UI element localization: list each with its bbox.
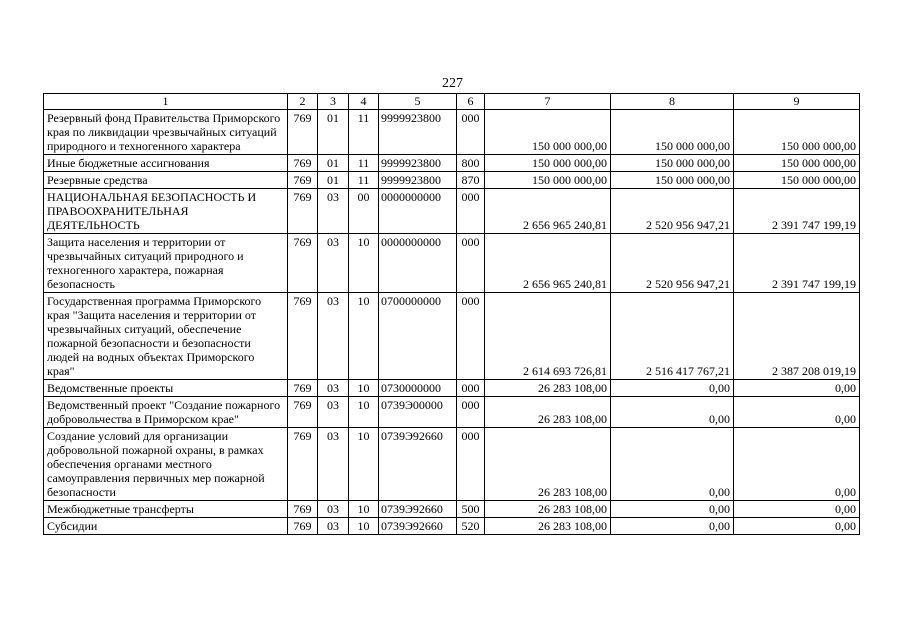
cell-amount-col9: 2 387 208 019,19 (734, 293, 860, 380)
cell-section: 03 (318, 518, 349, 535)
budget-table (43, 93, 860, 535)
cell-subsection: 10 (349, 234, 379, 293)
table-row (44, 380, 860, 397)
cell-name: Создание условий для организации добровольной пожарной охраны, в рамках обеспечения органами местного самоуправления первичных мер пожарной безопасности (44, 428, 288, 501)
table-row (44, 189, 860, 234)
cell-expense-type: 000 (457, 110, 485, 155)
cell-subsection: 00 (349, 189, 379, 234)
cell-amount-col7: 26 283 108,00 (485, 518, 611, 535)
cell-ved: 769 (288, 428, 318, 501)
cell-name: Защита населения и территории от чрезвычайных ситуаций природного и техногенного характера, пожарная безопасность (44, 234, 288, 293)
cell-amount-col7: 26 283 108,00 (485, 428, 611, 501)
table-row (44, 501, 860, 518)
cell-subsection: 11 (349, 172, 379, 189)
cell-ved: 769 (288, 155, 318, 172)
cell-expense-type: 870 (457, 172, 485, 189)
cell-name: Межбюджетные трансферты (44, 501, 288, 518)
table-row (44, 155, 860, 172)
table-row (44, 293, 860, 380)
cell-name: НАЦИОНАЛЬНАЯ БЕЗОПАСНОСТЬ И ПРАВООХРАНИТЕЛЬНАЯ ДЕЯТЕЛЬНОСТЬ (44, 189, 288, 234)
cell-amount-col7: 150 000 000,00 (485, 172, 611, 189)
cell-expense-type: 000 (457, 380, 485, 397)
cell-section: 03 (318, 234, 349, 293)
cell-subsection: 10 (349, 518, 379, 535)
cell-expense-type: 000 (457, 428, 485, 501)
cell-amount-col9: 0,00 (734, 380, 860, 397)
table-row (44, 428, 860, 501)
cell-amount-col9: 150 000 000,00 (734, 172, 860, 189)
cell-amount-col8: 0,00 (611, 397, 734, 428)
cell-amount-col7: 2 656 965 240,81 (485, 189, 611, 234)
table-row (44, 518, 860, 535)
cell-expense-type: 000 (457, 234, 485, 293)
cell-expense-type: 500 (457, 501, 485, 518)
cell-target-article: 0730000000 (379, 380, 457, 397)
table-body (44, 94, 860, 535)
cell-name: Ведомственный проект "Создание пожарного добровольчества в Приморском крае" (44, 397, 288, 428)
cell-target-article: 0739Э00000 (379, 397, 457, 428)
cell-ved: 769 (288, 110, 318, 155)
cell-ved: 769 (288, 234, 318, 293)
cell-amount-col9: 2 391 747 199,19 (734, 234, 860, 293)
table-row (44, 172, 860, 189)
cell-amount-col9: 0,00 (734, 501, 860, 518)
page-number: 227 (442, 76, 463, 91)
cell-amount-col7: 150 000 000,00 (485, 110, 611, 155)
cell-amount-col8: 150 000 000,00 (611, 110, 734, 155)
cell-subsection: 10 (349, 397, 379, 428)
cell-expense-type: 000 (457, 397, 485, 428)
cell-expense-type: 800 (457, 155, 485, 172)
cell-subsection: 10 (349, 293, 379, 380)
cell-name: Ведомственные проекты (44, 380, 288, 397)
cell-subsection: 10 (349, 501, 379, 518)
cell-amount-col8: 0,00 (611, 518, 734, 535)
cell-subsection: 10 (349, 380, 379, 397)
cell-subsection: 11 (349, 155, 379, 172)
cell-section: 01 (318, 172, 349, 189)
cell-target-article: 0739Э92660 (379, 428, 457, 501)
cell-section: 03 (318, 428, 349, 501)
column-header-3: 3 (318, 94, 349, 110)
cell-ved: 769 (288, 189, 318, 234)
cell-ved: 769 (288, 293, 318, 380)
cell-name: Резервный фонд Правительства Приморского края по ликвидации чрезвычайных ситуаций природного и техногенного характера (44, 110, 288, 155)
cell-name: Резервные средства (44, 172, 288, 189)
cell-amount-col8: 0,00 (611, 428, 734, 501)
column-header-4: 4 (349, 94, 379, 110)
cell-amount-col7: 26 283 108,00 (485, 397, 611, 428)
cell-amount-col7: 150 000 000,00 (485, 155, 611, 172)
cell-amount-col7: 26 283 108,00 (485, 380, 611, 397)
column-header-2: 2 (288, 94, 318, 110)
cell-name: Государственная программа Приморского края "Защита населения и территории от чрезвычайных ситуаций, обеспечение пожарной безопасности и безопасности людей на водных объектах Приморского края" (44, 293, 288, 380)
cell-target-article: 0000000000 (379, 234, 457, 293)
cell-amount-col9: 2 391 747 199,19 (734, 189, 860, 234)
cell-name: Субсидии (44, 518, 288, 535)
cell-target-article: 0000000000 (379, 189, 457, 234)
table-row (44, 110, 860, 155)
cell-expense-type: 000 (457, 189, 485, 234)
cell-amount-col8: 0,00 (611, 380, 734, 397)
cell-section: 01 (318, 110, 349, 155)
column-header-7: 7 (485, 94, 611, 110)
table-row (44, 397, 860, 428)
cell-expense-type: 000 (457, 293, 485, 380)
cell-target-article: 0739Э92660 (379, 518, 457, 535)
cell-amount-col9: 0,00 (734, 518, 860, 535)
cell-amount-col7: 2 614 693 726,81 (485, 293, 611, 380)
cell-ved: 769 (288, 518, 318, 535)
cell-section: 03 (318, 380, 349, 397)
cell-amount-col8: 2 520 956 947,21 (611, 234, 734, 293)
column-header-6: 6 (457, 94, 485, 110)
cell-amount-col9: 0,00 (734, 397, 860, 428)
cell-target-article: 9999923800 (379, 172, 457, 189)
cell-amount-col7: 26 283 108,00 (485, 501, 611, 518)
cell-ved: 769 (288, 172, 318, 189)
cell-amount-col7: 2 656 965 240,81 (485, 234, 611, 293)
column-header-9: 9 (734, 94, 860, 110)
cell-section: 03 (318, 189, 349, 234)
table-header-row (44, 94, 860, 110)
cell-target-article: 9999923800 (379, 110, 457, 155)
cell-ved: 769 (288, 380, 318, 397)
column-header-1: 1 (44, 94, 288, 110)
cell-amount-col9: 0,00 (734, 428, 860, 501)
cell-amount-col9: 150 000 000,00 (734, 155, 860, 172)
cell-amount-col8: 150 000 000,00 (611, 172, 734, 189)
cell-name: Иные бюджетные ассигнования (44, 155, 288, 172)
cell-subsection: 11 (349, 110, 379, 155)
cell-target-article: 9999923800 (379, 155, 457, 172)
cell-amount-col8: 2 516 417 767,21 (611, 293, 734, 380)
cell-subsection: 10 (349, 428, 379, 501)
cell-section: 01 (318, 155, 349, 172)
cell-amount-col9: 150 000 000,00 (734, 110, 860, 155)
table-row (44, 234, 860, 293)
cell-ved: 769 (288, 501, 318, 518)
column-header-8: 8 (611, 94, 734, 110)
cell-section: 03 (318, 293, 349, 380)
cell-amount-col8: 2 520 956 947,21 (611, 189, 734, 234)
cell-target-article: 0739Э92660 (379, 501, 457, 518)
cell-amount-col8: 150 000 000,00 (611, 155, 734, 172)
cell-expense-type: 520 (457, 518, 485, 535)
column-header-5: 5 (379, 94, 457, 110)
cell-target-article: 0700000000 (379, 293, 457, 380)
cell-ved: 769 (288, 397, 318, 428)
cell-section: 03 (318, 501, 349, 518)
cell-section: 03 (318, 397, 349, 428)
cell-amount-col8: 0,00 (611, 501, 734, 518)
